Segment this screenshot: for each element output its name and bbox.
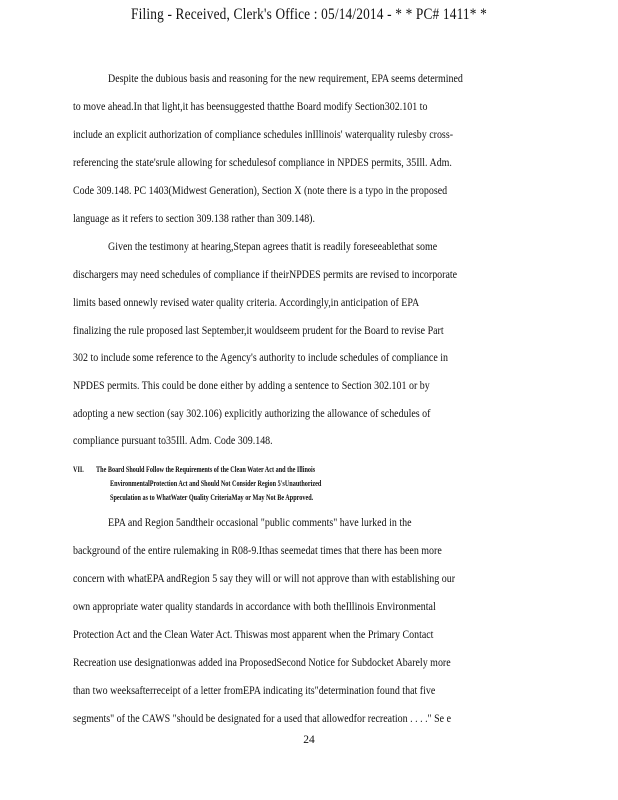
paragraph-line: to move ahead.In that light,it has beensuggested thatthe Board modify Section302.101 to: [73, 100, 428, 113]
paragraph-line: include an explicit authorization of compliance schedules inIllinois' waterquality rulesby cross-: [73, 128, 454, 141]
section-number: VII.: [73, 464, 84, 474]
paragraph-line: compliance pursuant to35Ill. Adm. Code 309.148.: [73, 434, 273, 447]
paragraph-line: language as it refers to section 309.138 rather than 309.148).: [73, 212, 315, 225]
section-heading-line: The Board Should Follow the Requirements of the Clean Water Act and the Illinois: [96, 464, 316, 474]
paragraph-line: 302 to include some reference to the Agency's authority to include schedules of compliance in: [73, 351, 449, 364]
paragraph-line: own appropriate water quality standards in accordance with both theIllinois Environmental: [73, 600, 436, 613]
paragraph-line: adopting a new section (say 302.106) explicitly authorizing the allowance of schedules of: [73, 407, 431, 420]
paragraph-line: dischargers may need schedules of compliance if theirNPDES permits are revised to incorporate: [73, 268, 458, 281]
paragraph-line: concern with whatEPA andRegion 5 say they will or will not approve than with establishing our: [73, 572, 456, 585]
paragraph-line: Protection Act and the Clean Water Act. Thiswas most apparent when the Primary Contact: [73, 628, 434, 641]
paragraph-line: limits based onnewly revised water quality criteria. Accordingly,in anticipation of EPA: [73, 296, 420, 309]
paragraph-line: Given the testimony at hearing,Stepan agrees thatit is readily foreseeablethat some: [108, 240, 438, 253]
paragraph-line: Code 309.148. PC 1403(Midwest Generation), Section X (note there is a typo in the proposed: [73, 184, 448, 197]
paragraph-line: Recreation use designationwas added ina ProposedSecond Notice for Subdocket Abarely more: [73, 656, 451, 669]
section-heading-line: Speculation as to WhatWater Quality CriteriaMay or May Not Be Approved.: [110, 492, 314, 502]
paragraph-line: Despite the dubious basis and reasoning for the new requirement, EPA seems determined: [108, 72, 463, 85]
paragraph-line: than two weeksafterreceipt of a letter fromEPA indicating its"determination found that five: [73, 684, 436, 697]
page-number: 24: [303, 734, 315, 746]
paragraph-line: referencing the state'srule allowing for schedulesof compliance in NPDES permits, 35Ill. Adm.: [73, 156, 452, 169]
paragraph-line: background of the entire rulemaking in R08-9.Ithas seemedat times that there has been more: [73, 544, 442, 557]
paragraph-line: EPA and Region 5andtheir occasional "public comments" have lurked in the: [108, 516, 412, 529]
filing-header: Filing - Received, Clerk's Office : 05/14/2014 - * * PC# 1411* *: [131, 6, 487, 23]
paragraph-line: segments" of the CAWS "should be designated for a used that allowedfor recreation . . . ." Se e: [73, 712, 452, 725]
section-heading-line: EnvironmentalProtection Act and Should Not Consider Region 5'sUnauthorized: [110, 478, 322, 488]
paragraph-line: NPDES permits. This could be done either by adding a sentence to Section 302.101 or by: [73, 379, 430, 392]
paragraph-line: finalizing the rule proposed last September,it wouldseem prudent for the Board to revise Part: [73, 324, 444, 337]
